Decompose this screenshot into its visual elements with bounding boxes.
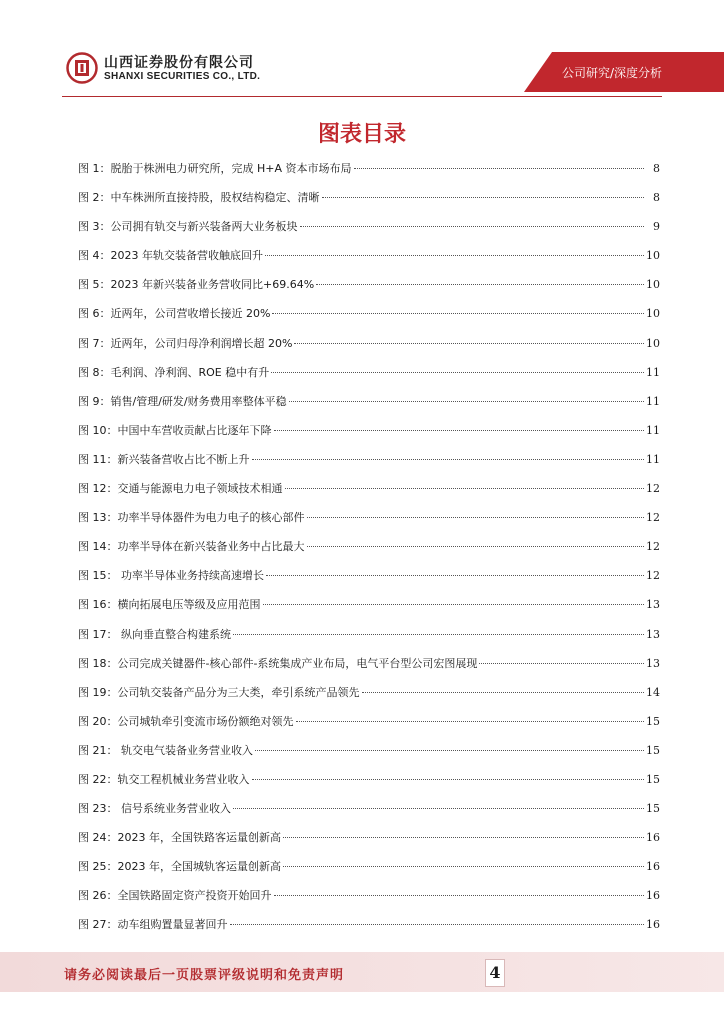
toc-dot-leader [294,343,644,344]
toc-entry-page: 9 [653,220,660,234]
toc-entry-label: 图 8：毛利润、净利润、ROE 稳中有升 [78,365,270,379]
toc-dot-leader [230,924,645,925]
toc-entry-page: 15 [646,802,660,816]
page-footer [0,952,724,992]
toc-dot-leader [285,488,645,489]
toc-entry[interactable] [78,276,660,305]
toc-entry-page: 10 [646,336,660,350]
toc-dot-leader [307,546,645,547]
toc-entry-label: 图 5：2023 年新兴装备业务营收同比+69.64% [78,278,315,292]
toc-entry[interactable] [78,189,660,218]
toc-entry[interactable] [78,509,660,538]
toc-entry-label: 图 22：轨交工程机械业务营业收入 [78,772,250,786]
toc-entry-label: 图 12：交通与能源电力电子领域技术相通 [78,482,283,496]
toc-dot-leader [233,808,644,809]
toc-entry[interactable] [78,771,660,800]
toc-entry[interactable] [78,364,660,393]
page-number: 4 [485,959,505,987]
toc-entry-label: 图 18：公司完成关键器件-核心部件-系统集成产业布局，电气平台型公司宏图展现 [78,656,478,670]
toc-entry[interactable] [78,218,660,247]
toc-entry-label: 图 27：动车组购置量显著回升 [78,918,228,932]
toc-dot-leader [265,255,644,256]
toc-entry[interactable] [78,160,660,189]
toc-entry-label: 图 4：2023 年轨交装备营收触底回升 [78,249,263,263]
toc-entry[interactable] [78,596,660,625]
toc-entry-page: 8 [653,162,660,175]
toc-dot-leader [296,721,645,722]
toc-dot-leader [255,750,644,751]
page-header [0,0,724,100]
toc-entry[interactable] [78,858,660,887]
toc-entry-label: 图 9：销售/管理/研发/财务费用率整体平稳 [78,394,287,408]
toc-entry-page: 15 [646,714,660,728]
toc-dot-leader [283,837,644,838]
toc-dot-leader [272,313,644,314]
toc-entry-page: 11 [646,394,660,408]
toc-entry[interactable] [78,480,660,509]
toc-entry-label: 图 14：功率半导体在新兴装备业务中占比最大 [78,540,305,554]
toc-dot-leader [362,692,645,693]
toc-entry[interactable] [78,713,660,742]
toc-entry[interactable] [78,800,660,829]
header-divider [62,96,662,97]
toc-entry[interactable] [78,567,660,596]
toc-dot-leader [252,459,645,460]
toc-entry-page: 12 [646,511,660,525]
toc-entry-label: 图 16：横向拓展电压等级及应用范围 [78,598,261,612]
toc-entry[interactable] [78,247,660,276]
toc-entry[interactable] [78,626,660,655]
toc-entry[interactable] [78,393,660,422]
toc-entry-page: 11 [646,452,660,466]
toc-entry-label: 图 7：近两年，公司归母净利润增长超 20% [78,336,293,350]
toc-entry-label: 图 15： 功率半导体业务持续高速增长 [78,569,264,583]
disclaimer-notice: 请务必阅读最后一页股票评级说明和免责声明 [64,968,345,983]
toc-entry-page: 16 [646,918,660,932]
toc-dot-leader [266,575,644,576]
table-of-figures [78,160,660,946]
toc-entry-label: 图 24：2023 年，全国铁路客运量创新高 [78,831,281,845]
toc-entry[interactable] [78,916,660,945]
toc-dot-leader [263,604,645,605]
toc-entry-page: 13 [646,656,660,670]
toc-entry[interactable] [78,451,660,480]
toc-entry-page: 14 [646,685,660,699]
toc-entry-label: 图 25：2023 年，全国城轨客运量创新高 [78,860,281,874]
toc-entry[interactable] [78,684,660,713]
toc-dot-leader [316,284,644,285]
toc-dot-leader [322,197,645,198]
report-category: 公司研究/深度分析 [561,66,662,80]
toc-entry-page: 13 [646,627,660,641]
toc-entry-page: 16 [646,860,660,874]
toc-entry[interactable] [78,422,660,451]
toc-dot-leader [479,663,644,664]
toc-dot-leader [283,866,644,867]
shanxi-securities-logo-icon [66,52,98,84]
toc-dot-leader [233,634,644,635]
toc-dot-leader [300,226,645,227]
toc-entry-page: 11 [646,365,660,379]
toc-entry-page: 13 [646,598,660,612]
toc-entry[interactable] [78,655,660,684]
toc-entry[interactable] [78,829,660,858]
toc-dot-leader [274,895,645,896]
toc-entry-page: 16 [646,889,660,903]
toc-entry-page: 10 [646,307,660,321]
toc-entry-page: 12 [646,482,660,496]
toc-entry-label: 图 20：公司城轨牵引变流市场份额绝对领先 [78,714,294,728]
toc-dot-leader [354,168,645,169]
toc-entry[interactable] [78,305,660,334]
toc-entry-label: 图 1：脱胎于株洲电力研究所，完成 H+A 资本市场布局 [78,162,352,175]
toc-entry-page: 16 [646,831,660,845]
toc-entry-label: 图 19：公司轨交装备产品分为三大类，牵引系统产品领先 [78,685,360,699]
toc-entry-page: 11 [646,423,660,437]
toc-entry-page: 15 [646,743,660,757]
toc-entry[interactable] [78,538,660,567]
toc-entry-label: 图 13：功率半导体器件为电力电子的核心部件 [78,511,305,525]
toc-dot-leader [271,372,644,373]
toc-entry-label: 图 11：新兴装备营收占比不断上升 [78,452,250,466]
toc-entry-label: 图 2：中车株洲所直接持股，股权结构稳定、清晰 [78,191,320,205]
toc-entry-label: 图 26：全国铁路固定资产投资开始回升 [78,889,272,903]
toc-entry[interactable] [78,742,660,771]
company-name-cn: 山西证券股份有限公司 [104,55,254,71]
toc-entry-label: 图 21： 轨交电气装备业务营业收入 [78,743,253,757]
toc-entry-label: 图 17： 纵向垂直整合构建系统 [78,627,231,641]
category-banner [524,52,724,92]
toc-entry-page: 15 [646,772,660,786]
toc-dot-leader [307,517,645,518]
toc-entry-page: 12 [646,569,660,583]
toc-dot-leader [274,430,645,431]
toc-entry[interactable] [78,335,660,364]
toc-entry-label: 图 23： 信号系统业务营业收入 [78,802,231,816]
toc-entry-label: 图 3：公司拥有轨交与新兴装备两大业务板块 [78,220,298,234]
toc-entry[interactable] [78,887,660,916]
company-name-en: SHANXI SECURITIES CO., LTD. [104,71,261,82]
toc-entry-page: 12 [646,540,660,554]
toc-dot-leader [289,401,644,402]
page-title: 图表目录 [317,122,406,147]
toc-entry-label: 图 6：近两年，公司营收增长接近 20% [78,307,271,321]
toc-entry-page: 10 [646,249,660,263]
toc-entry-page: 10 [646,278,660,292]
toc-dot-leader [252,779,645,780]
toc-entry-page: 8 [653,191,660,205]
toc-entry-label: 图 10：中国中车营收贡献占比逐年下降 [78,423,272,437]
